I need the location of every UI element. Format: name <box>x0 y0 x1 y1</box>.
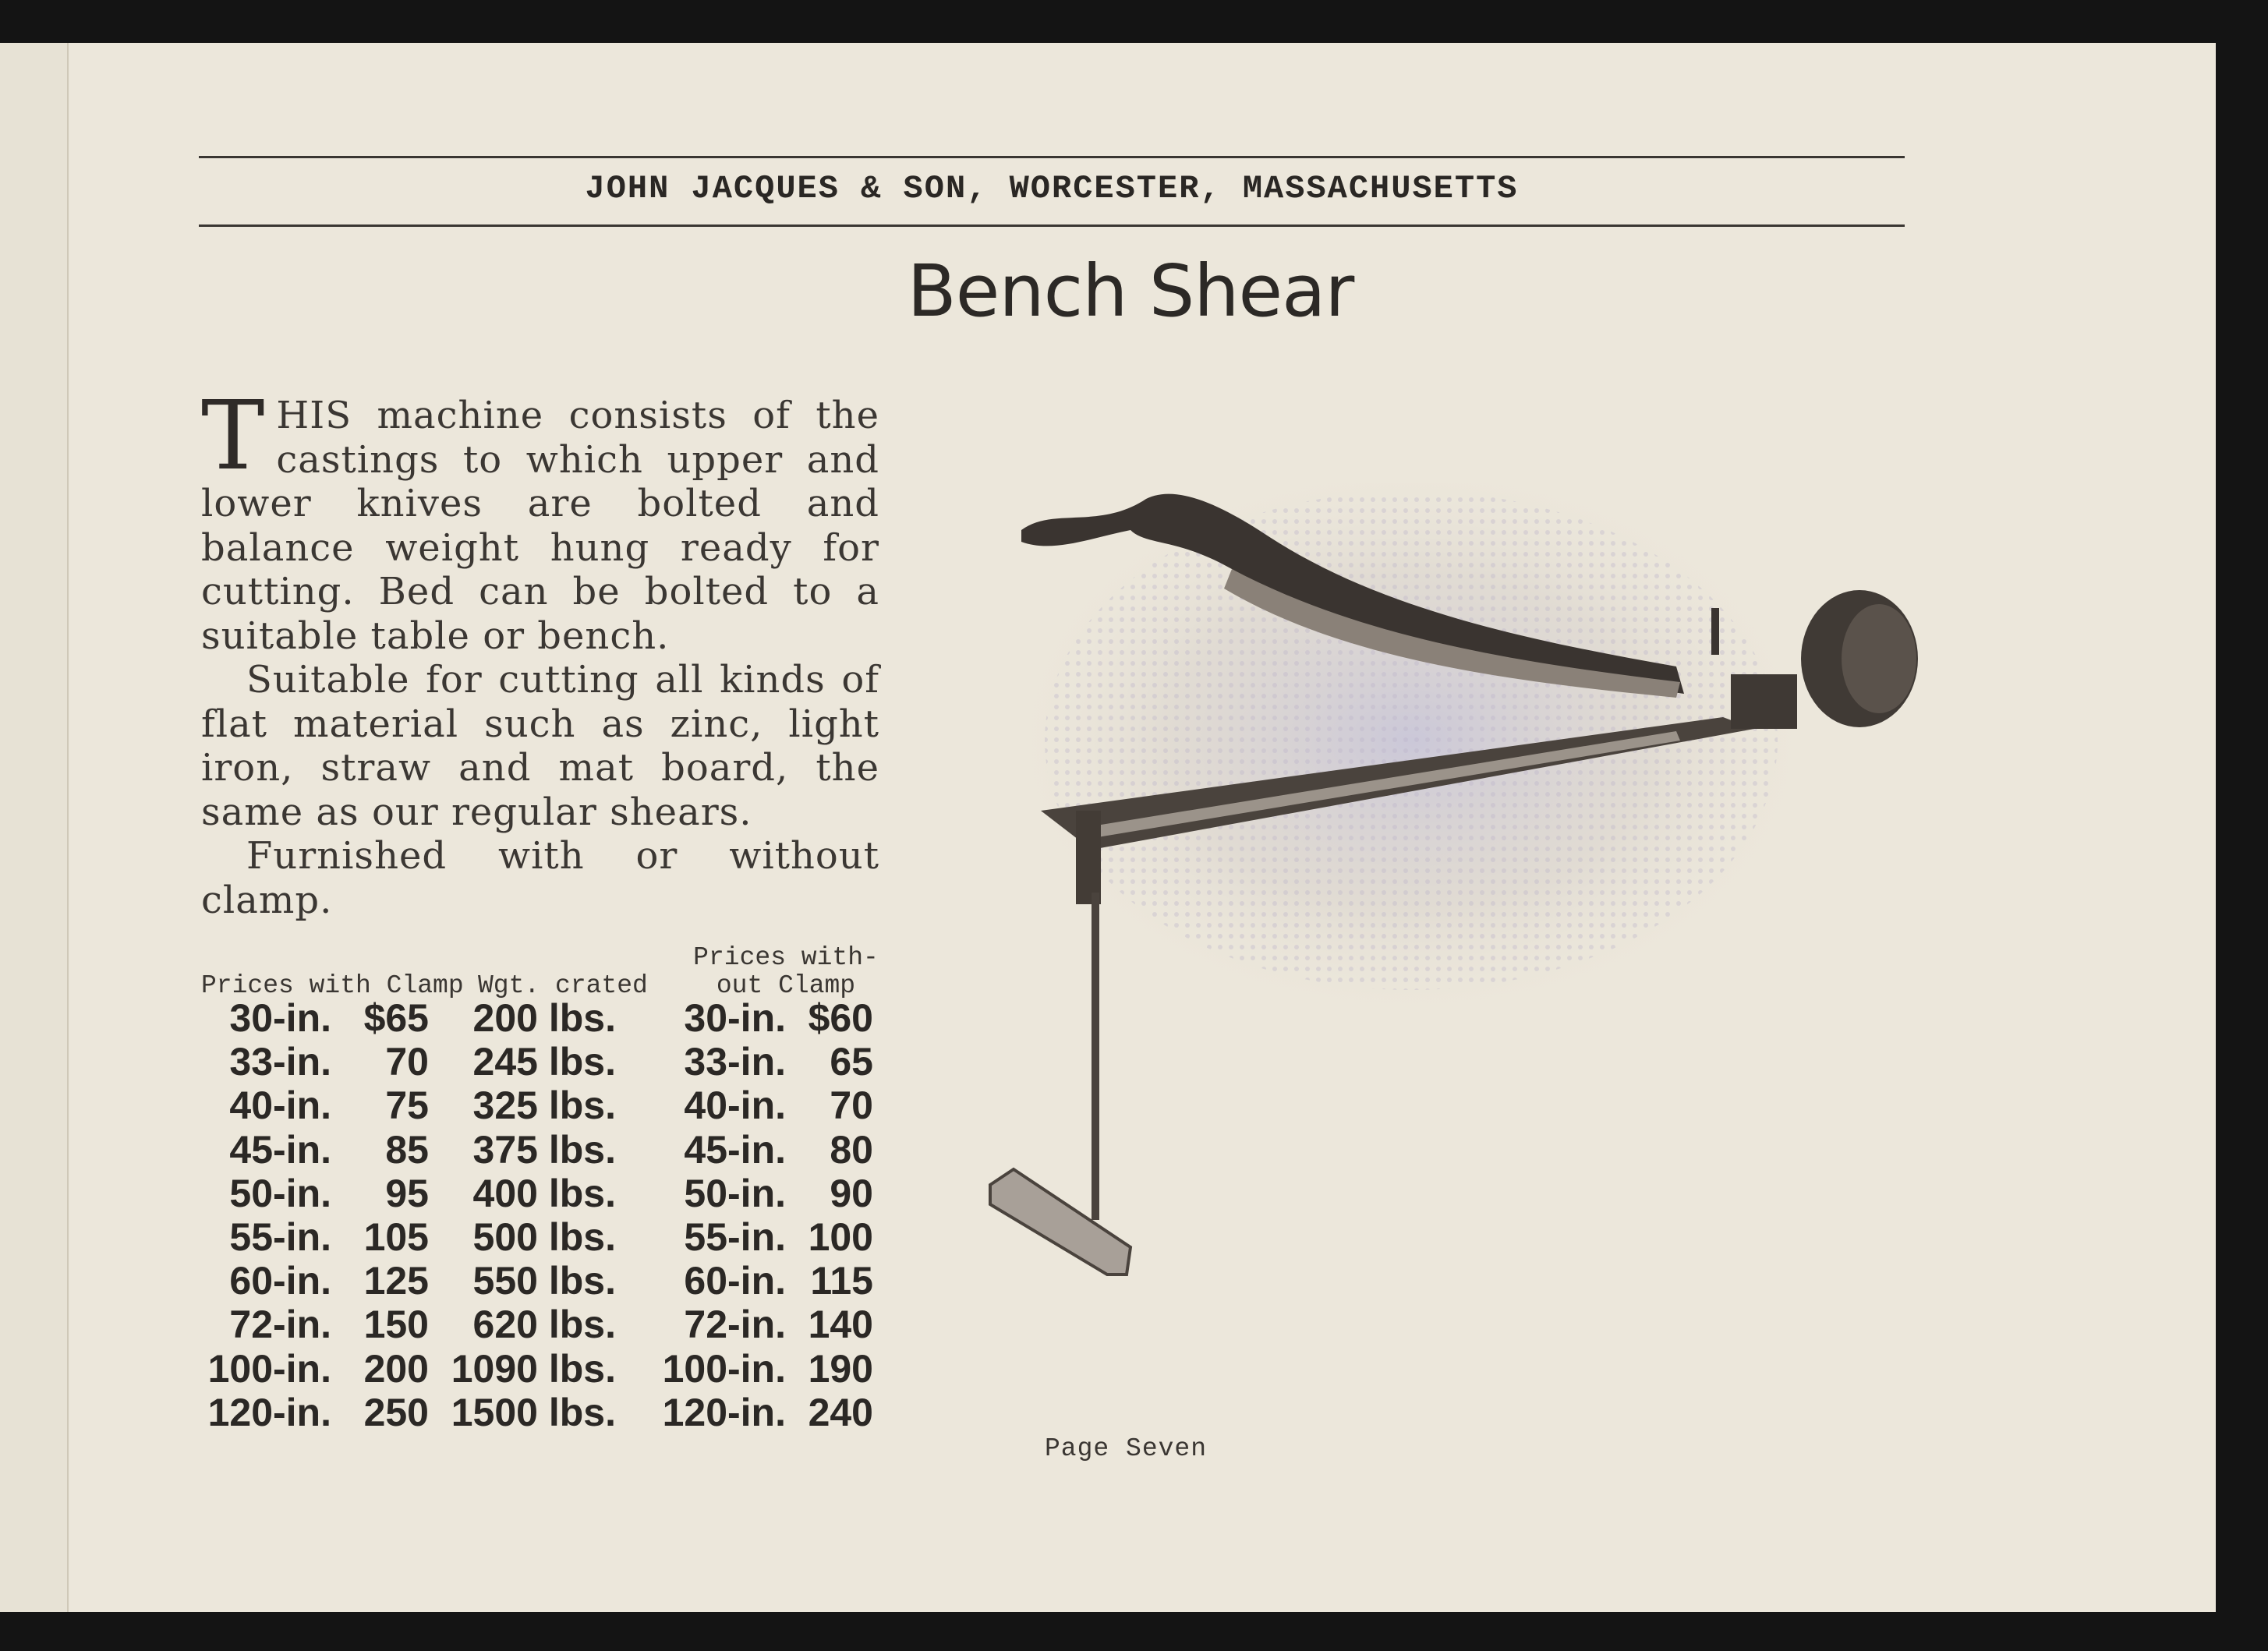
running-header: JOHN JACQUES & SON, WORCESTER, MASSACHUSETTS <box>585 170 1519 207</box>
price-table <box>199 996 873 1434</box>
pivot-housing <box>1731 674 1797 729</box>
drop-cap: T <box>201 380 266 491</box>
cell-size: 40-in. <box>229 1084 331 1128</box>
paragraph-intro-text: HIS machine consists of the castings to which upper and lower knives are bolted and balance weight hung ready for cutting. Bed can be bolted to a suitable table or bench. <box>201 394 879 658</box>
header-with-clamp: Prices with Clamp <box>201 971 464 1000</box>
cell-weight: 200 lbs. <box>472 996 616 1041</box>
table-row <box>199 1391 873 1434</box>
cell-price2: $60 <box>808 996 873 1041</box>
cell-price2: 70 <box>830 1084 873 1128</box>
cell-size: 100-in. <box>207 1346 331 1391</box>
cell-weight: 325 lbs. <box>472 1084 616 1128</box>
cell-size: 33-in. <box>229 1040 331 1084</box>
cell-price: 85 <box>385 1127 429 1172</box>
cell-price2: 65 <box>830 1040 873 1084</box>
bench-shear-illustration <box>975 483 1988 1302</box>
clamp-frame <box>1076 811 1101 904</box>
cell-size: 55-in. <box>229 1215 331 1260</box>
cell-price: 95 <box>385 1171 429 1215</box>
cell-weight: 620 lbs. <box>472 1303 616 1347</box>
cell-price: 105 <box>363 1215 429 1260</box>
page-title: Bench Shear <box>907 249 1354 333</box>
cell-price2: 90 <box>830 1171 873 1215</box>
cell-price2: 115 <box>810 1259 873 1303</box>
price-table-headers <box>201 939 887 1002</box>
cell-price: 70 <box>385 1040 429 1084</box>
cell-price2: 140 <box>808 1303 873 1347</box>
cell-size2: 30-in. <box>684 996 786 1041</box>
paragraph-intro <box>201 380 879 658</box>
cell-size2: 45-in. <box>684 1127 786 1172</box>
cell-price2: 190 <box>808 1346 873 1391</box>
cell-size2: 40-in. <box>684 1084 786 1128</box>
table-row <box>199 1040 873 1084</box>
cell-weight: 500 lbs. <box>472 1215 616 1260</box>
pivot-bolt <box>1711 608 1719 655</box>
header-without-clamp: Prices with- out Clamp <box>693 943 879 1000</box>
cell-size: 30-in. <box>229 996 331 1041</box>
cell-size2: 60-in. <box>684 1259 786 1303</box>
page-number: Page Seven <box>1045 1434 1208 1463</box>
cell-price2: 100 <box>808 1215 873 1260</box>
cell-weight: 1500 lbs. <box>451 1390 616 1434</box>
header-weight: Wgt. crated <box>478 971 648 1000</box>
cell-weight: 375 lbs. <box>472 1127 616 1172</box>
cell-price: $65 <box>363 996 429 1041</box>
cell-price2: 80 <box>830 1127 873 1172</box>
cell-size2: 120-in. <box>662 1390 786 1434</box>
cell-size2: 72-in. <box>684 1303 786 1347</box>
balance-weight-face <box>1842 604 1916 713</box>
cell-size: 60-in. <box>229 1259 331 1303</box>
paragraph-uses: Suitable for cutting all kinds of flat material such as zinc, light iron, straw and mat board, the same as our regular shears. <box>201 658 879 834</box>
cell-size: 50-in. <box>229 1171 331 1215</box>
clamp-rod <box>1092 893 1099 1220</box>
foot-treadle <box>990 1169 1130 1274</box>
cell-size2: 100-in. <box>662 1346 786 1391</box>
cell-weight: 1090 lbs. <box>451 1346 616 1391</box>
table-row <box>199 1259 873 1303</box>
cell-size: 45-in. <box>229 1127 331 1172</box>
header-rule-top <box>199 156 1905 158</box>
cell-price: 75 <box>385 1084 429 1128</box>
table-row <box>199 1215 873 1259</box>
table-row <box>199 1303 873 1346</box>
cell-price: 250 <box>363 1390 429 1434</box>
price-table-body <box>199 996 873 1434</box>
table-row <box>199 1172 873 1215</box>
description <box>201 380 879 922</box>
table-row <box>199 1347 873 1391</box>
cell-price: 200 <box>363 1346 429 1391</box>
table-row <box>199 1084 873 1127</box>
cell-size: 120-in. <box>207 1390 331 1434</box>
cell-size: 72-in. <box>229 1303 331 1347</box>
cell-price2: 240 <box>808 1390 873 1434</box>
cell-size2: 33-in. <box>684 1040 786 1084</box>
cell-price: 125 <box>363 1259 429 1303</box>
cell-weight: 400 lbs. <box>472 1171 616 1215</box>
paragraph-clamp: Furnished with or without clamp. <box>201 834 879 922</box>
cell-price: 150 <box>363 1303 429 1347</box>
table-row <box>199 996 873 1040</box>
cell-size2: 50-in. <box>684 1171 786 1215</box>
cell-weight: 550 lbs. <box>472 1259 616 1303</box>
cell-weight: 245 lbs. <box>472 1040 616 1084</box>
header-rule-bottom <box>199 224 1905 227</box>
previous-page-edge <box>0 43 69 1612</box>
table-row <box>199 1128 873 1172</box>
cell-size2: 55-in. <box>684 1215 786 1260</box>
